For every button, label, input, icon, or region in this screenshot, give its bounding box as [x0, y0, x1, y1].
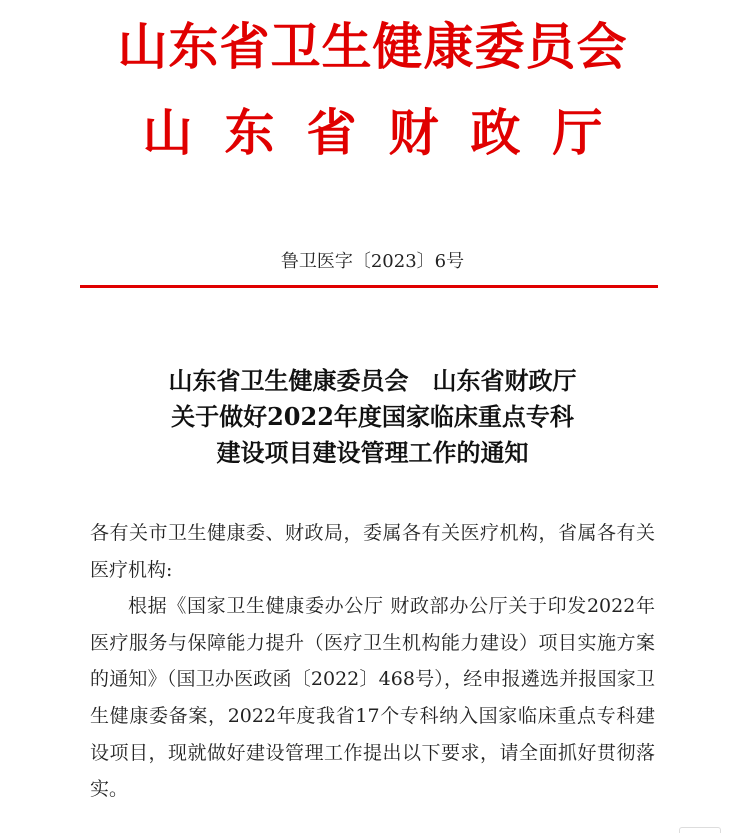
title-line: 山东省卫生健康委员会 山东省财政厅 [168, 366, 577, 395]
document-body [90, 515, 655, 808]
red-divider-line [80, 285, 658, 288]
document-title [0, 363, 745, 471]
issuer-name-finance-department: 山东省财政厅 [142, 103, 635, 162]
title-line: 建设项目建设管理工作的通知 [216, 438, 529, 467]
title-line: 关于做好2022年度国家临床重点专科 [171, 402, 574, 431]
body-paragraph: 根据《国家卫生健康委办公厅 财政部办公厅关于印发2022年医疗服务与保障能力提升（医疗卫生机构能力建设）项目实施方案的通知》（国卫办医政函〔2022〕468号），经申报遴选并报国家卫生健康委备案，2022年度我省17个专科纳入国家临床重点专科建设项目，现就做好建设管理工作提出以下要求，请全面抓好贯彻落实。 [90, 595, 655, 801]
issuer-name-health-commission: 山东省卫生健康委员会 [117, 17, 628, 76]
salutation: 各有关市卫生健康委、财政局，委属各有关医疗机构，省属各有关医疗机构: [90, 522, 655, 581]
document-number: 鲁卫医字〔2023〕6号 [280, 251, 465, 272]
page-corner-tab [679, 827, 721, 833]
